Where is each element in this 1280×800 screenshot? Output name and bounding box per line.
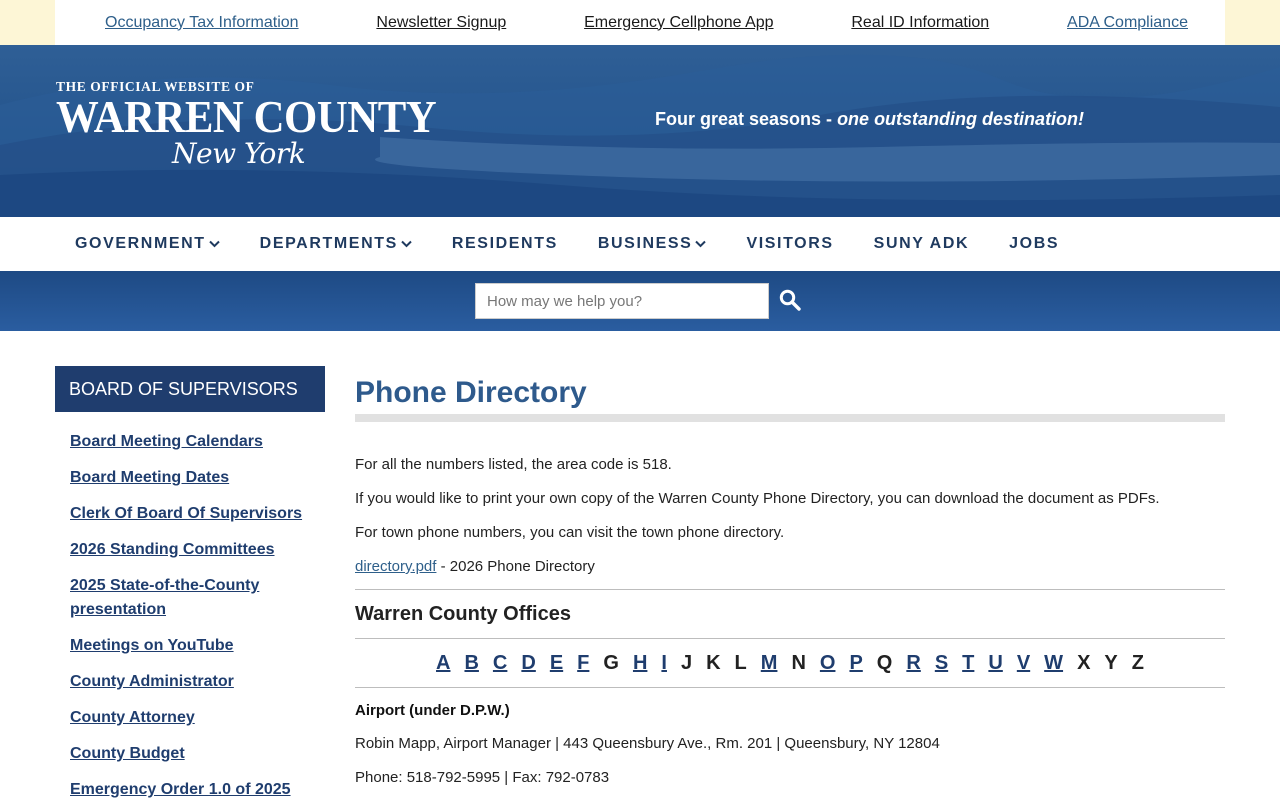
sidebar-link-clerk[interactable]: Clerk Of Board Of Supervisors (70, 505, 303, 522)
alpha-letter-o[interactable]: O (819, 651, 836, 674)
section-title: Warren County Offices (355, 603, 571, 625)
logo-state-script: New York (172, 137, 306, 170)
alpha-letter-b[interactable]: B (464, 651, 479, 674)
search-bar (0, 271, 1280, 331)
alpha-letter-l: L (734, 651, 747, 674)
occupancy-tax-link[interactable]: Occupancy Tax Information (105, 13, 299, 31)
main-navigation (0, 217, 1280, 271)
alpha-letter-n: N (791, 651, 806, 674)
sidebar-links (70, 430, 320, 800)
nav-business[interactable] (598, 235, 707, 253)
nav-residents[interactable] (452, 235, 558, 253)
chevron-down-icon (401, 240, 412, 248)
pdf-description: - 2026 Phone Directory (436, 558, 595, 575)
title-underline (355, 414, 1225, 422)
search-input[interactable] (475, 283, 769, 319)
alpha-letter-w[interactable]: W (1044, 651, 1064, 674)
header-banner (0, 45, 1280, 217)
tagline-italic: one outstanding destination! (837, 109, 1085, 129)
alpha-letter-f[interactable]: F (577, 651, 590, 674)
sidebar-link-standing-committees[interactable]: 2026 Standing Committees (70, 541, 275, 558)
newsletter-signup-link[interactable]: Newsletter Signup (376, 13, 507, 31)
sidebar-link-emergency-order[interactable]: Emergency Order 1.0 of 2025 (70, 781, 291, 798)
utility-bar (0, 0, 1280, 45)
emergency-app-link[interactable]: Emergency Cellphone App (584, 13, 774, 31)
alpha-letter-x: X (1077, 651, 1091, 674)
main-content (355, 376, 1225, 800)
nav-departments[interactable] (260, 235, 412, 253)
page-title: Phone Directory (355, 376, 587, 409)
alpha-letter-e[interactable]: E (549, 651, 564, 674)
alpha-letter-p[interactable]: P (849, 651, 863, 674)
print-copy-note: If you would like to print your own copy of the Warren County Phone Directory, you can download the document as PDFs. (355, 490, 1160, 507)
alpha-letter-s[interactable]: S (934, 651, 949, 674)
tagline-plain: Four great seasons - (655, 109, 838, 129)
utility-links (55, 0, 1225, 45)
nav-business-label: BUSINESS (597, 235, 693, 252)
alphabet-index (355, 639, 1225, 687)
entry-contact-line: Robin Mapp, Airport Manager | 443 Queensbury Ave., Rm. 201 | Queensbury, NY 12804 (355, 735, 940, 752)
real-id-link[interactable]: Real ID Information (851, 13, 990, 31)
nav-residents-label: RESIDENTS (451, 235, 558, 252)
divider (355, 687, 1225, 688)
divider (355, 589, 1225, 590)
nav-visitors-label: VISITORS (746, 235, 834, 252)
alpha-letter-j: J (680, 651, 693, 674)
chevron-down-icon (695, 240, 706, 248)
nav-suny-adk[interactable] (874, 235, 969, 253)
nav-departments-label: DEPARTMENTS (259, 235, 398, 252)
town-directory-note: For town phone numbers, you can visit the town phone directory. (355, 524, 785, 541)
alpha-letter-a[interactable]: A (436, 651, 451, 674)
logo-official-text: THE OFFICIAL WEBSITE OF (56, 79, 255, 94)
sidebar-link-youtube[interactable]: Meetings on YouTube (70, 637, 234, 654)
directory-pdf-link[interactable]: directory.pdf (355, 558, 437, 575)
alpha-letter-v[interactable]: V (1016, 651, 1031, 674)
alpha-letter-m[interactable]: M (760, 651, 778, 674)
nav-suny-adk-label: SUNY ADK (873, 235, 970, 252)
alpha-letter-d[interactable]: D (521, 651, 536, 674)
alpha-letter-h[interactable]: H (632, 651, 648, 674)
alpha-letter-i[interactable]: I (661, 651, 667, 674)
alpha-letter-z: Z (1131, 651, 1144, 674)
tagline (655, 109, 1084, 130)
nav-jobs-label: JOBS (1009, 235, 1060, 252)
entry-phone-line: Phone: 518-792-5995 | Fax: 792-0783 (355, 769, 610, 786)
sidebar-link-meeting-calendars[interactable]: Board Meeting Calendars (70, 433, 263, 450)
county-logo[interactable] (56, 79, 465, 170)
entry-title: Airport (under D.P.W.) (355, 702, 510, 719)
nav-visitors[interactable] (746, 235, 833, 253)
nav-government[interactable] (75, 235, 220, 253)
sidebar-link-meeting-dates[interactable]: Board Meeting Dates (70, 469, 230, 486)
alpha-letter-r[interactable]: R (906, 651, 921, 674)
sidebar-link-state-of-county[interactable]: 2025 State-of-the-County presentation (70, 577, 260, 618)
nav-government-label: GOVERNMENT (75, 235, 206, 252)
alpha-letter-u[interactable]: U (988, 651, 1003, 674)
alpha-letter-c[interactable]: C (492, 651, 508, 674)
nav-jobs[interactable] (1009, 235, 1059, 253)
alpha-letter-g: G (603, 651, 619, 674)
sidebar-link-county-administrator[interactable]: County Administrator (70, 673, 234, 690)
pdf-download-row (355, 558, 1225, 576)
logo-county-name: WARREN COUNTY (56, 91, 437, 142)
search-icon[interactable] (779, 289, 801, 311)
sidebar-link-county-attorney[interactable]: County Attorney (70, 709, 195, 726)
sidebar-link-county-budget[interactable]: County Budget (70, 745, 185, 762)
sidebar-heading: BOARD OF SUPERVISORS (55, 366, 325, 412)
area-code-note: For all the numbers listed, the area code is 518. (355, 456, 672, 473)
chevron-down-icon (209, 240, 220, 248)
ada-compliance-link[interactable]: ADA Compliance (1067, 13, 1188, 31)
alpha-letter-t[interactable]: T (962, 651, 975, 674)
alpha-letter-k: K (706, 651, 721, 674)
alpha-letter-y: Y (1104, 651, 1118, 674)
alpha-letter-q: Q (876, 651, 893, 674)
